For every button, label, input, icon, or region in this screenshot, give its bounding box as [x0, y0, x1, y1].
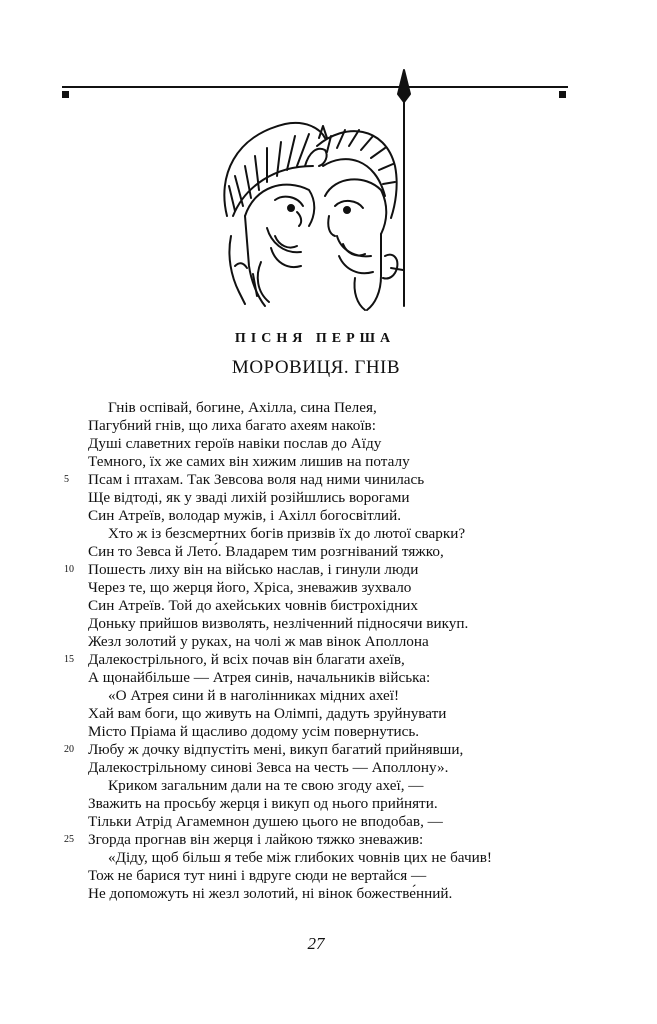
poem-line: Гнів оспівай, богине, Ахілла, сина Пелея,	[108, 399, 377, 416]
song-title: МОРОВИЦЯ. ГНІВ	[231, 357, 401, 378]
poem-line: Далекострільному синові Зевса на честь — Аполлону».	[88, 759, 449, 776]
poem-line: «О Атрея сини й в наголінниках мідних ахеї!	[108, 687, 400, 704]
left-ornament-square	[62, 91, 69, 98]
poem-line: Через те, що жерця його, Хріса, зневажив зухвало	[88, 579, 412, 596]
poem-line: Місто Пріама й щасливо додому усім повернутись.	[88, 723, 420, 740]
poem-line: Далекострільного, й всіх почав він благати ахеїв,	[88, 651, 405, 668]
poem-line: Жезл золотий у руках, на чолі ж мав вінок Аполлона	[88, 633, 429, 650]
poem-line: Тож не барися тут нині і вдруге сюди не вертайся —	[88, 867, 427, 884]
poem-line: Тільки Атрід Агамемнон душею цього не вподобав, —	[88, 813, 443, 830]
poem-line: Криком загальним дали на те свою згоду ахеї, —	[108, 777, 424, 794]
poem-line: Хто ж із безсмертних богів призвів їх до лютої сварки?	[108, 525, 466, 542]
poem-line: Син Атреїв, володар мужів, і Ахілл богосвітлий.	[88, 507, 401, 524]
poem-line: Пагубний гнів, що лиха багато ахеям накоїв:	[88, 417, 376, 434]
poem-line: Ще відтоді, як у зваді лихій розійшлись ворогами	[88, 489, 410, 506]
poem-line: Син то Зевса й Лето́. Владарем тим розгніваний тяжко,	[88, 543, 444, 560]
poem-line: Син Атреїв. Той до ахейських човнів бистрохідних	[88, 597, 419, 614]
left-helmet-crest-icon	[224, 123, 325, 216]
poem-line: Хай вам боги, що живуть на Олімпі, дадуть зруйнувати	[88, 705, 447, 722]
poem-line: Псам і птахам. Так Зевсова воля над ними чинилась	[88, 471, 425, 488]
right-warrior-icon	[325, 179, 403, 310]
right-ornament-square	[559, 91, 566, 98]
line-number: 15	[64, 654, 74, 665]
line-number: 10	[64, 564, 74, 575]
warriors-illustration	[205, 66, 435, 320]
line-number: 25	[64, 834, 74, 845]
line-number: 5	[64, 474, 69, 485]
line-number: 20	[64, 744, 74, 755]
poem-line: Зважить на просьбу жерця і викуп од нього прийняти.	[88, 795, 438, 812]
poem-line: Темного, їх же самих він хижим лишив на поталу	[88, 453, 410, 470]
poem-line: Любу ж дочку відпустіть мені, викуп багатий прийнявши,	[88, 741, 464, 758]
poem-line: Згорда прогнав він жерця і лайкою тяжко зневажив:	[88, 831, 424, 848]
poem-line: Пошесть лиху він на військо наслав, і гинули люди	[88, 561, 419, 578]
poem-line: Доньку прийшов визволять, незліченний підносячи викуп.	[88, 615, 469, 632]
song-label: ПІСНЯ ПЕРША	[234, 331, 396, 346]
poem-line: Душі славетних героїв навіки послав до Аїду	[88, 435, 382, 452]
poem-line: Не допоможуть ні жезл золотий, ні вінок божестве́нний.	[88, 885, 453, 902]
poem-line: А щонайбільше — Атрея синів, начальників війська:	[88, 669, 431, 686]
right-helmet-crest-icon	[317, 130, 397, 218]
spear-icon	[398, 70, 410, 306]
page-number: 27	[307, 934, 325, 953]
poem-line: «Діду, щоб більш я тебе між глибоких човнів цих не бачив!	[108, 849, 492, 866]
